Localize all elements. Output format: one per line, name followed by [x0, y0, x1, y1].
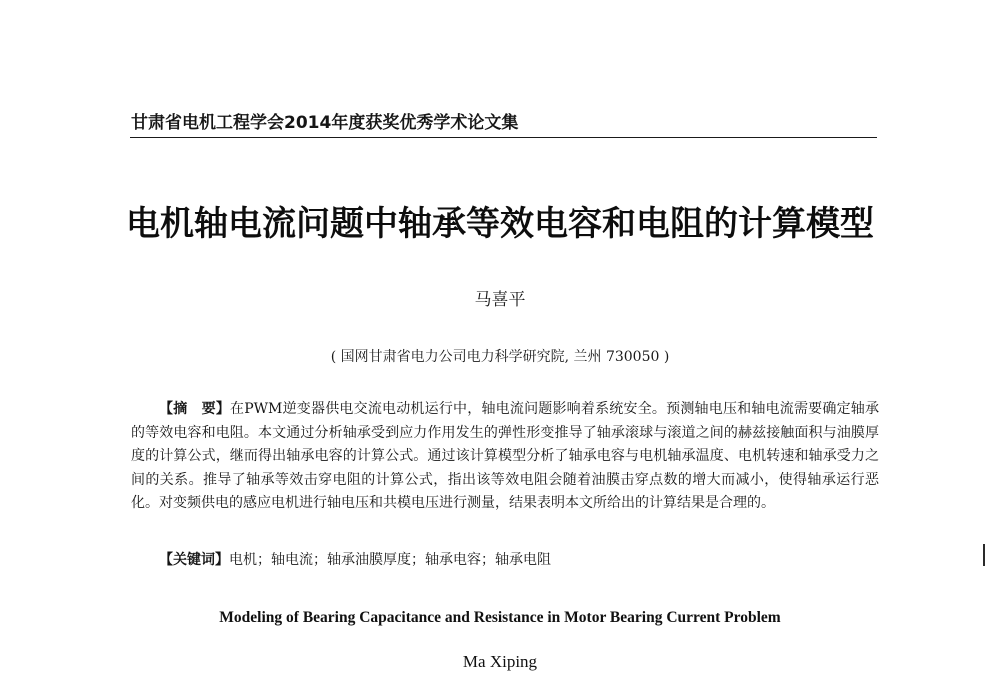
abstract-paragraph — [131, 398, 879, 516]
keywords-text: 电机；轴电流；轴承油膜厚度；轴承电容；轴承电阻 — [229, 552, 551, 568]
header-rule — [130, 137, 877, 138]
affiliation-cn: ( 国网甘肃省电力公司电力科学研究院, 兰州 730050 ) — [330, 349, 670, 365]
paper-title-cn: 电机轴电流问题中轴承等效电容和电阻的计算模型 — [126, 204, 874, 244]
abstract-label: 【摘 要】 — [159, 401, 231, 417]
scan-edge-mark — [983, 544, 985, 566]
paper-title-en: Modeling of Bearing Capacitance and Resistance in Motor Bearing Current Problem — [219, 609, 781, 626]
author-cn: 马喜平 — [474, 290, 526, 310]
abstract-text: 在PWM逆变器供电交流电动机运行中，轴电流问题影响着系统安全。预测轴电压和轴电流需要确定轴承的等效电容和电阻。本文通过分析轴承受到应力作用发生的弹性形变推导了轴承滚球与滚道之间的赫兹接触面积与油膜厚度的计算公式，继而得出轴承电容的计算公式。通过该计算模型分析了轴承电容与电机轴承温度、电机转速和轴承受力之间的关系。推导了轴承等效击穿电阻的计算公式，指出该等效电阻会随着油膜击穿点数的增大而减小，使得轴承运行恶化。对变频供电的感应电机进行轴电压和共模电压进行测量，结果表明本文所给出的计算结果是合理的。 — [131, 401, 879, 512]
keywords-line — [159, 549, 551, 569]
keywords-label: 【关键词】 — [159, 552, 229, 568]
running-header: 甘肃省电机工程学会2014年度获奖优秀学术论文集 — [131, 113, 519, 133]
author-en: Ma Xiping — [462, 652, 538, 671]
